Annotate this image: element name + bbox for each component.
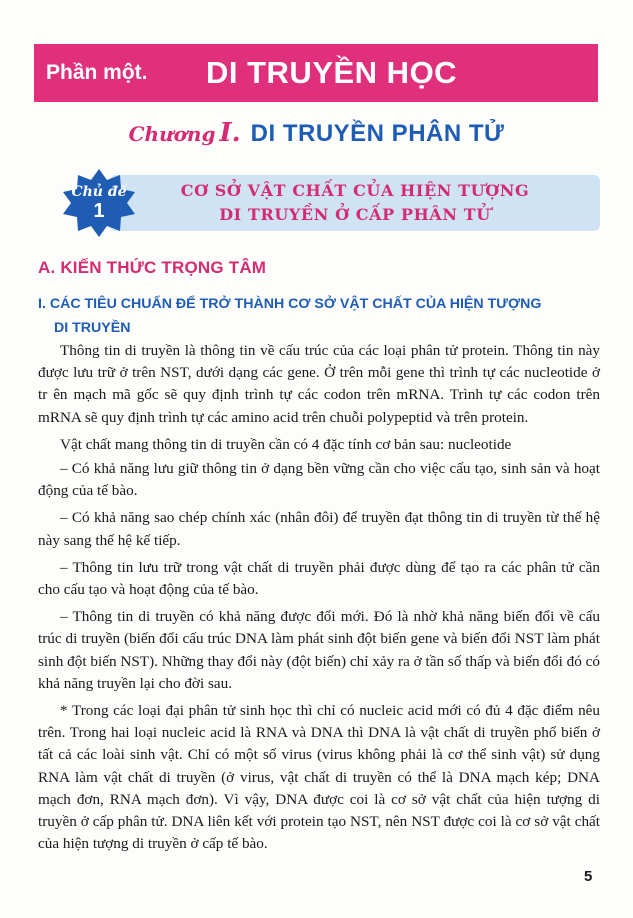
paragraph: – Có khả năng lưu giữ thông tin ở dạng bền vững cần cho việc cấu tạo, sinh sản và hoạt động của tế bào. (38, 460, 600, 500)
topic-badge-number: 1 (93, 200, 105, 222)
topic-badge (60, 168, 138, 238)
section-i-heading (38, 292, 598, 340)
paragraph: – Thông tin di truyền có khả năng được đổi mới. Đó là nhờ khả năng biến đổi về cấu trúc di truyền (biến đổi cấu trúc DNA làm phát sinh đột biến gene và biến đổi NST làm phát sinh đột biến NST). Những thay đổi này (đột biến) chỉ xảy ra ở tần số thấp và biến đổi đó có khả năng truyền lại cho đời sau. (38, 608, 600, 692)
paragraph: – Thông tin lưu trữ trong vật chất di truyền phải được dùng để tạo ra các phân tử cần cho cấu tạo và hoạt động của tế bào. (38, 558, 600, 599)
section-i-heading-line-2: DI TRUYỀN (54, 320, 131, 336)
section-i-heading-line-1: I. CÁC TIÊU CHUẨN ĐỂ TRỞ THÀNH CƠ SỞ VẬT CHẤT CỦA HIỆN TƯỢNG (38, 296, 542, 312)
topic-title-box (110, 175, 600, 231)
paragraph: Thông tin di truyền là thông tin về cấu trúc của các loại phân tử protein. Thông tin này được lưu trữ ở trên NST, dưới dạng các gene. Ở trên mỗi gene thì trình tự các nucleotide ở tr ên mạch mã gốc sẽ quy định trình tự các codon trên mRNA. Trình tự các codon trên mRNA sẽ quy định trình tự các amino acid trên chuỗi polypeptid và trên protein. (38, 342, 600, 426)
section-a-heading: A. KIẾN THỨC TRỌNG TÂM (38, 258, 267, 277)
chapter-title: DI TRUYỀN PHÂN TỬ (250, 120, 505, 147)
chapter-number: I. (219, 118, 241, 148)
topic-badge-label: Chủ đề (71, 184, 127, 200)
body-text (38, 340, 600, 860)
paragraph: – Có khả năng sao chép chính xác (nhân đôi) để truyền đạt thông tin di truyền từ thế hệ này sang thế hệ kế tiếp. (38, 509, 600, 549)
topic-header (60, 168, 600, 238)
topic-title-line-2: DI TRUYỀN Ở CẤP PHÂN TỬ (219, 205, 491, 224)
topic-title-line-1: CƠ SỞ VẬT CHẤT CỦA HIỆN TƯỢNG (180, 181, 530, 200)
paragraph: * Trong các loại đại phân tử sinh học thì chỉ có nucleic acid mới có đủ 4 đặc điểm nêu trên. Trong hai loại nucleic acid là RNA và DNA thì DNA là vật chất di truyền phổ biến ở tất cả các loài sinh vật. Chỉ có một số virus (virus không phải là cơ thể sinh vật) sử dụng RNA làm vật chất di truyền (ở virus, vật chất di truyền có thể là DNA mạch kép; DNA mạch đơn, RNA mạch đơn). Vì vậy, DNA được coi là cơ sở vật chất của hiện tượng di truyền ở cấp phân tử. DNA liên kết với protein tạo NST, nên NST được coi là cơ sở vật chất của hiện tượng di truyền ở cấp tế bào. (38, 702, 600, 853)
paragraph: Vật chất mang thông tin di truyền cần có 4 đặc tính cơ bản sau: nucleotide (60, 435, 512, 453)
chapter-word: Chương (128, 122, 216, 146)
part-title: DI TRUYỀN HỌC (206, 55, 458, 90)
page-number: 5 (584, 868, 593, 885)
chapter-heading (0, 118, 633, 148)
part-banner (34, 44, 598, 102)
part-label: Phần một. (46, 61, 148, 84)
